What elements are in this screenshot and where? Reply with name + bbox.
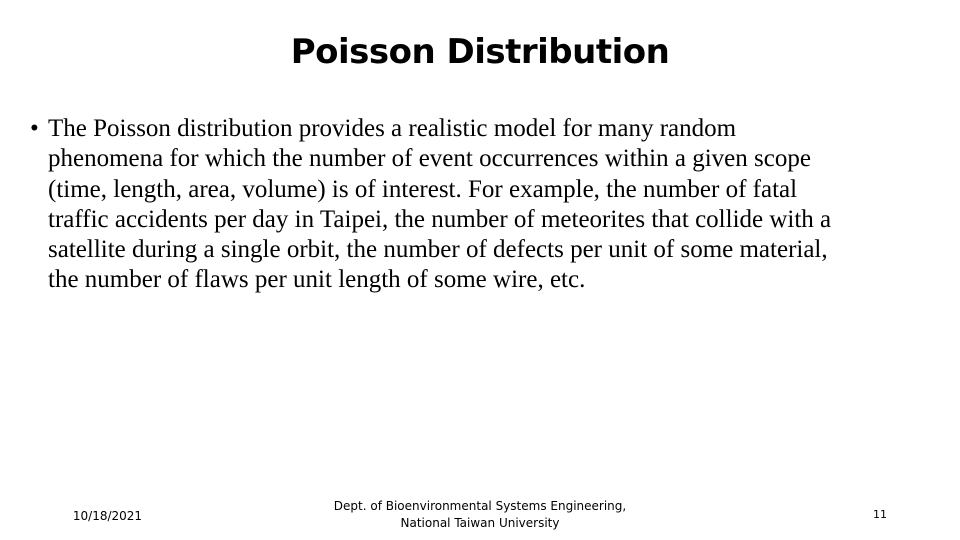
slide-body: [30, 114, 936, 296]
bullet-text: [48, 114, 936, 296]
footer-department-line: National Taiwan University: [400, 516, 560, 530]
bullet-text-line: satellite during a single orbit, the number of defects per unit of some material,: [48, 236, 828, 264]
footer-date: 10/18/2021: [72, 509, 143, 523]
bullet-text-line: (time, length, area, volume) is of interest. For example, the number of fatal: [48, 175, 798, 203]
bullet-item: [30, 114, 936, 296]
footer-department-line: Dept. of Bioenvironmental Systems Engineering,: [333, 499, 627, 513]
footer-department: [320, 498, 640, 532]
footer-page-number: 11: [873, 508, 887, 521]
bullet-text-line: traffic accidents per day in Taipei, the number of meteorites that collide with a: [48, 205, 832, 233]
bullet-text-line: the number of flaws per unit length of some wire, etc.: [48, 266, 586, 294]
bullet-marker: •: [30, 115, 39, 142]
slide-title: Poisson Distribution: [290, 32, 670, 72]
bullet-text-line: The Poisson distribution provides a realistic model for many random: [48, 115, 737, 142]
bullet-text-line: phenomena for which the number of event occurrences within a given scope: [48, 145, 811, 173]
